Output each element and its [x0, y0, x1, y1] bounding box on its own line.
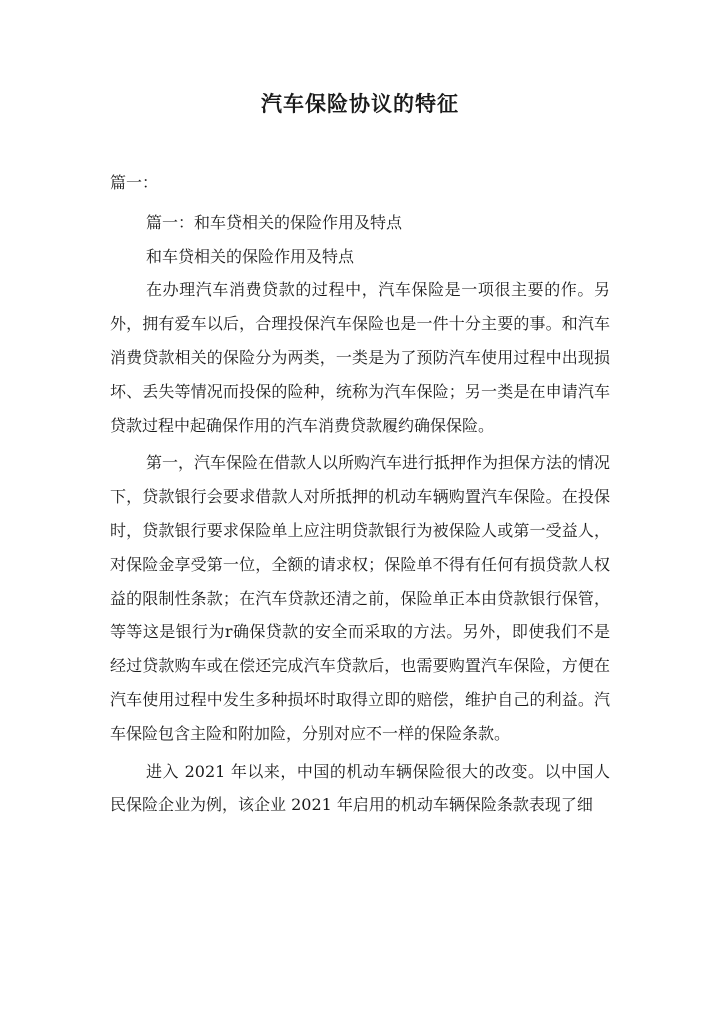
article-subheading: 和车贷相关的保险作用及特点: [146, 246, 355, 266]
document-body: [110, 166, 610, 822]
article-heading: 篇一：和车贷相关的保险作用及特点: [146, 212, 403, 232]
body-paragraph: 进入 2021 年以来，中国的机动车辆保险很大的改变。以中国人民保险企业为例，该企业 2021 年启用的机动车辆保险条款表现了细: [110, 761, 610, 815]
body-paragraph: 在办理汽车消费贷款的过程中，汽车保险是一项很主要的作。另外，拥有爱车以后，合理投保汽车保险也是一件十分主要的事。和汽车消费贷款相关的保险分为两类，一类是为了预防汽车使用过程中出现损坏、丢失等情况而投保的险种，统称为汽车保险；另一类是在申请汽车贷款过程中起确保作用的汽车消费贷款履约确保保险。: [110, 280, 610, 435]
body-paragraph: 第一，汽车保险在借款人以所购汽车进行抵押作为担保方法的情况下，贷款银行会要求借款人对所抵押的机动车辆购置汽车保险。在投保时，贷款银行要求保险单上应注明贷款银行为被保险人或第一受益人，对保险金享受第一位，全额的请求权；保险单不得有任何有损贷款人权益的限制性条款；在汽车贷款还清之前，保险单正本由贷款银行保管，等等这是银行为r确保贷款的安全而采取的方法。另外，即使我们不是经过贷款购车或在偿还完成汽车贷款后，也需要购置汽车保险，方便在汽车使用过程中发生多种损坏时取得立即的赔偿，维护自己的利益。汽车保险包含主险和附加险，分别对应不一样的保险条款。: [110, 453, 611, 743]
section-label: 篇一：: [110, 173, 159, 192]
document-title: 汽车保险协议的特征: [261, 91, 459, 116]
